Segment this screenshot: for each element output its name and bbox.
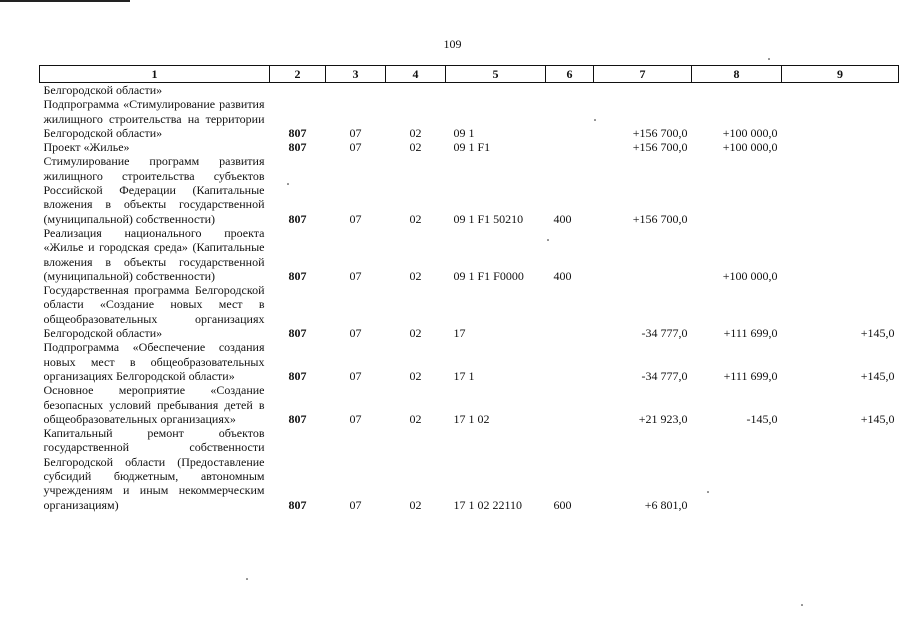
row-subsection-code: 02 <box>409 411 422 426</box>
row-name: Реализация национального проекта «Жилье и городская среда» (Капитальные вложения в объекты государственной (муниципальной) собственности) <box>43 225 265 283</box>
row-target-article-code: 09 1 F1 50210 <box>453 211 524 226</box>
page-number: 109 <box>443 37 462 51</box>
row-subsection-code: 02 <box>409 211 422 226</box>
row-expense-type-code: 400 <box>553 211 572 226</box>
row-ministry-code: 807 <box>288 368 307 383</box>
header-col-3: 3 <box>326 66 386 83</box>
row-name: Стимулирование программ развития жилищного строительства субъектов Российской Федерации (Капитальные вложения в объекты государственной (муниципальной) собственности) <box>43 154 265 226</box>
table-body <box>40 83 899 512</box>
table-row <box>40 140 899 154</box>
row-ministry-code: 807 <box>288 497 307 512</box>
row-amount-col7: -34 777,0 <box>641 326 688 341</box>
row-amount-col8: -145,0 <box>746 411 778 426</box>
row-target-article-code: 17 1 <box>453 368 475 383</box>
row-subsection-code: 02 <box>409 268 422 283</box>
row-name: Подпрограмма «Стимулирование развития жилищного строительства на территории Белгородской области» <box>43 97 265 140</box>
row-amount-col7 <box>594 226 692 283</box>
scan-speck <box>594 119 596 121</box>
row-ministry-code: 807 <box>288 211 307 226</box>
row-subsection-code: 02 <box>409 326 422 341</box>
row-amount-col9 <box>782 83 899 98</box>
row-name: Государственная программа Белгородской области «Создание новых мест в общеобразовательных организациях Белгородской области» <box>43 283 265 341</box>
row-section-code: 07 <box>349 411 362 426</box>
scan-speck <box>768 58 770 60</box>
row-section-code: 07 <box>349 497 362 512</box>
header-col-7: 7 <box>594 66 692 83</box>
scan-speck <box>287 183 289 185</box>
header-col-5: 5 <box>446 66 546 83</box>
row-amount-col7: +21 923,0 <box>638 411 688 426</box>
row-amount-col7: +156 700,0 <box>632 125 688 140</box>
row-amount-col8: +100 000,0 <box>722 268 778 283</box>
row-subsection-code: 02 <box>409 125 422 140</box>
top-rule <box>0 0 130 2</box>
row-target-article-code: 09 1 F1 F0000 <box>453 268 524 283</box>
row-amount-col9: +145,0 <box>860 411 895 426</box>
row-section-code <box>326 83 386 98</box>
row-expense-type-code: 600 <box>553 497 572 512</box>
row-amount-col8: +111 699,0 <box>723 368 778 383</box>
row-amount-col8: +100 000,0 <box>722 125 778 140</box>
row-expense-type-code <box>546 340 594 383</box>
row-amount-col7: +156 700,0 <box>632 140 688 155</box>
table-header <box>40 66 899 83</box>
scan-speck <box>801 604 803 606</box>
row-name: Проект «Жилье» <box>43 140 130 155</box>
table-row <box>40 83 899 98</box>
scan-speck <box>246 578 248 580</box>
row-subsection-code: 02 <box>409 140 422 155</box>
row-amount-col7: +6 801,0 <box>644 497 688 512</box>
row-target-article-code: 17 1 02 22110 <box>453 497 523 512</box>
header-col-9: 9 <box>782 66 899 83</box>
row-section-code: 07 <box>349 368 362 383</box>
scan-speck <box>707 491 709 493</box>
row-expense-type-code <box>546 383 594 426</box>
row-target-article-code: 17 <box>453 326 466 341</box>
row-amount-col9 <box>782 154 899 225</box>
row-target-article-code: 09 1 F1 <box>453 140 491 155</box>
row-section-code: 07 <box>349 326 362 341</box>
row-target-article-code <box>446 83 546 98</box>
table-row <box>40 283 899 340</box>
table-row <box>40 383 899 426</box>
row-ministry-code <box>270 83 326 98</box>
header-col-8: 8 <box>692 66 782 83</box>
row-amount-col9: +145,0 <box>860 326 895 341</box>
header-col-4: 4 <box>386 66 446 83</box>
row-amount-col9: +145,0 <box>860 368 895 383</box>
row-ministry-code: 807 <box>288 125 307 140</box>
table-row <box>40 426 899 512</box>
row-expense-type-code <box>546 140 594 154</box>
row-amount-col8: +100 000,0 <box>722 140 778 155</box>
row-ministry-code: 807 <box>288 268 307 283</box>
row-ministry-code: 807 <box>288 140 307 155</box>
row-amount-col8 <box>692 426 782 512</box>
row-ministry-code: 807 <box>288 326 307 341</box>
row-subsection-code <box>386 83 446 98</box>
row-target-article-code: 17 1 02 <box>453 411 490 426</box>
row-amount-col9 <box>782 226 899 283</box>
row-name: Белгородской области» <box>43 83 163 97</box>
row-name: Капитальный ремонт объектов государственной собственности Белгородской области (Предоставление субсидий бюджетным, автономным учреждениям и иным некоммерческим организациям) <box>43 426 265 512</box>
row-name: Подпрограмма «Обеспечение создания новых мест в общеобразовательных организациях Белгородской области» <box>43 340 265 383</box>
row-amount-col7: +156 700,0 <box>632 211 688 226</box>
row-ministry-code: 807 <box>288 411 307 426</box>
row-section-code: 07 <box>349 268 362 283</box>
row-expense-type-code: 400 <box>553 268 572 283</box>
row-section-code: 07 <box>349 125 362 140</box>
header-col-6: 6 <box>546 66 594 83</box>
row-section-code: 07 <box>349 140 362 155</box>
row-amount-col8: +111 699,0 <box>723 326 778 341</box>
row-expense-type-code <box>546 83 594 98</box>
table-row <box>40 154 899 225</box>
budget-table <box>39 65 899 512</box>
row-amount-col8 <box>692 154 782 225</box>
row-expense-type-code <box>546 97 594 140</box>
row-amount-col9 <box>782 140 899 154</box>
header-row <box>40 66 899 83</box>
row-amount-col9 <box>782 426 899 512</box>
table-row <box>40 226 899 283</box>
row-name: Основное мероприятие «Создание безопасных условий пребывания детей в общеобразовательных организациях» <box>43 383 265 426</box>
scan-speck <box>547 239 549 241</box>
row-amount-col8 <box>692 83 782 98</box>
row-target-article-code: 09 1 <box>453 125 475 140</box>
row-subsection-code: 02 <box>409 368 422 383</box>
row-section-code: 07 <box>349 211 362 226</box>
header-col-1: 1 <box>40 66 270 83</box>
table-row <box>40 340 899 383</box>
row-amount-col7: -34 777,0 <box>641 368 688 383</box>
row-subsection-code: 02 <box>409 497 422 512</box>
table-row <box>40 97 899 140</box>
row-amount-col9 <box>782 97 899 140</box>
row-amount-col7 <box>594 83 692 98</box>
row-expense-type-code <box>546 283 594 340</box>
header-col-2: 2 <box>270 66 326 83</box>
